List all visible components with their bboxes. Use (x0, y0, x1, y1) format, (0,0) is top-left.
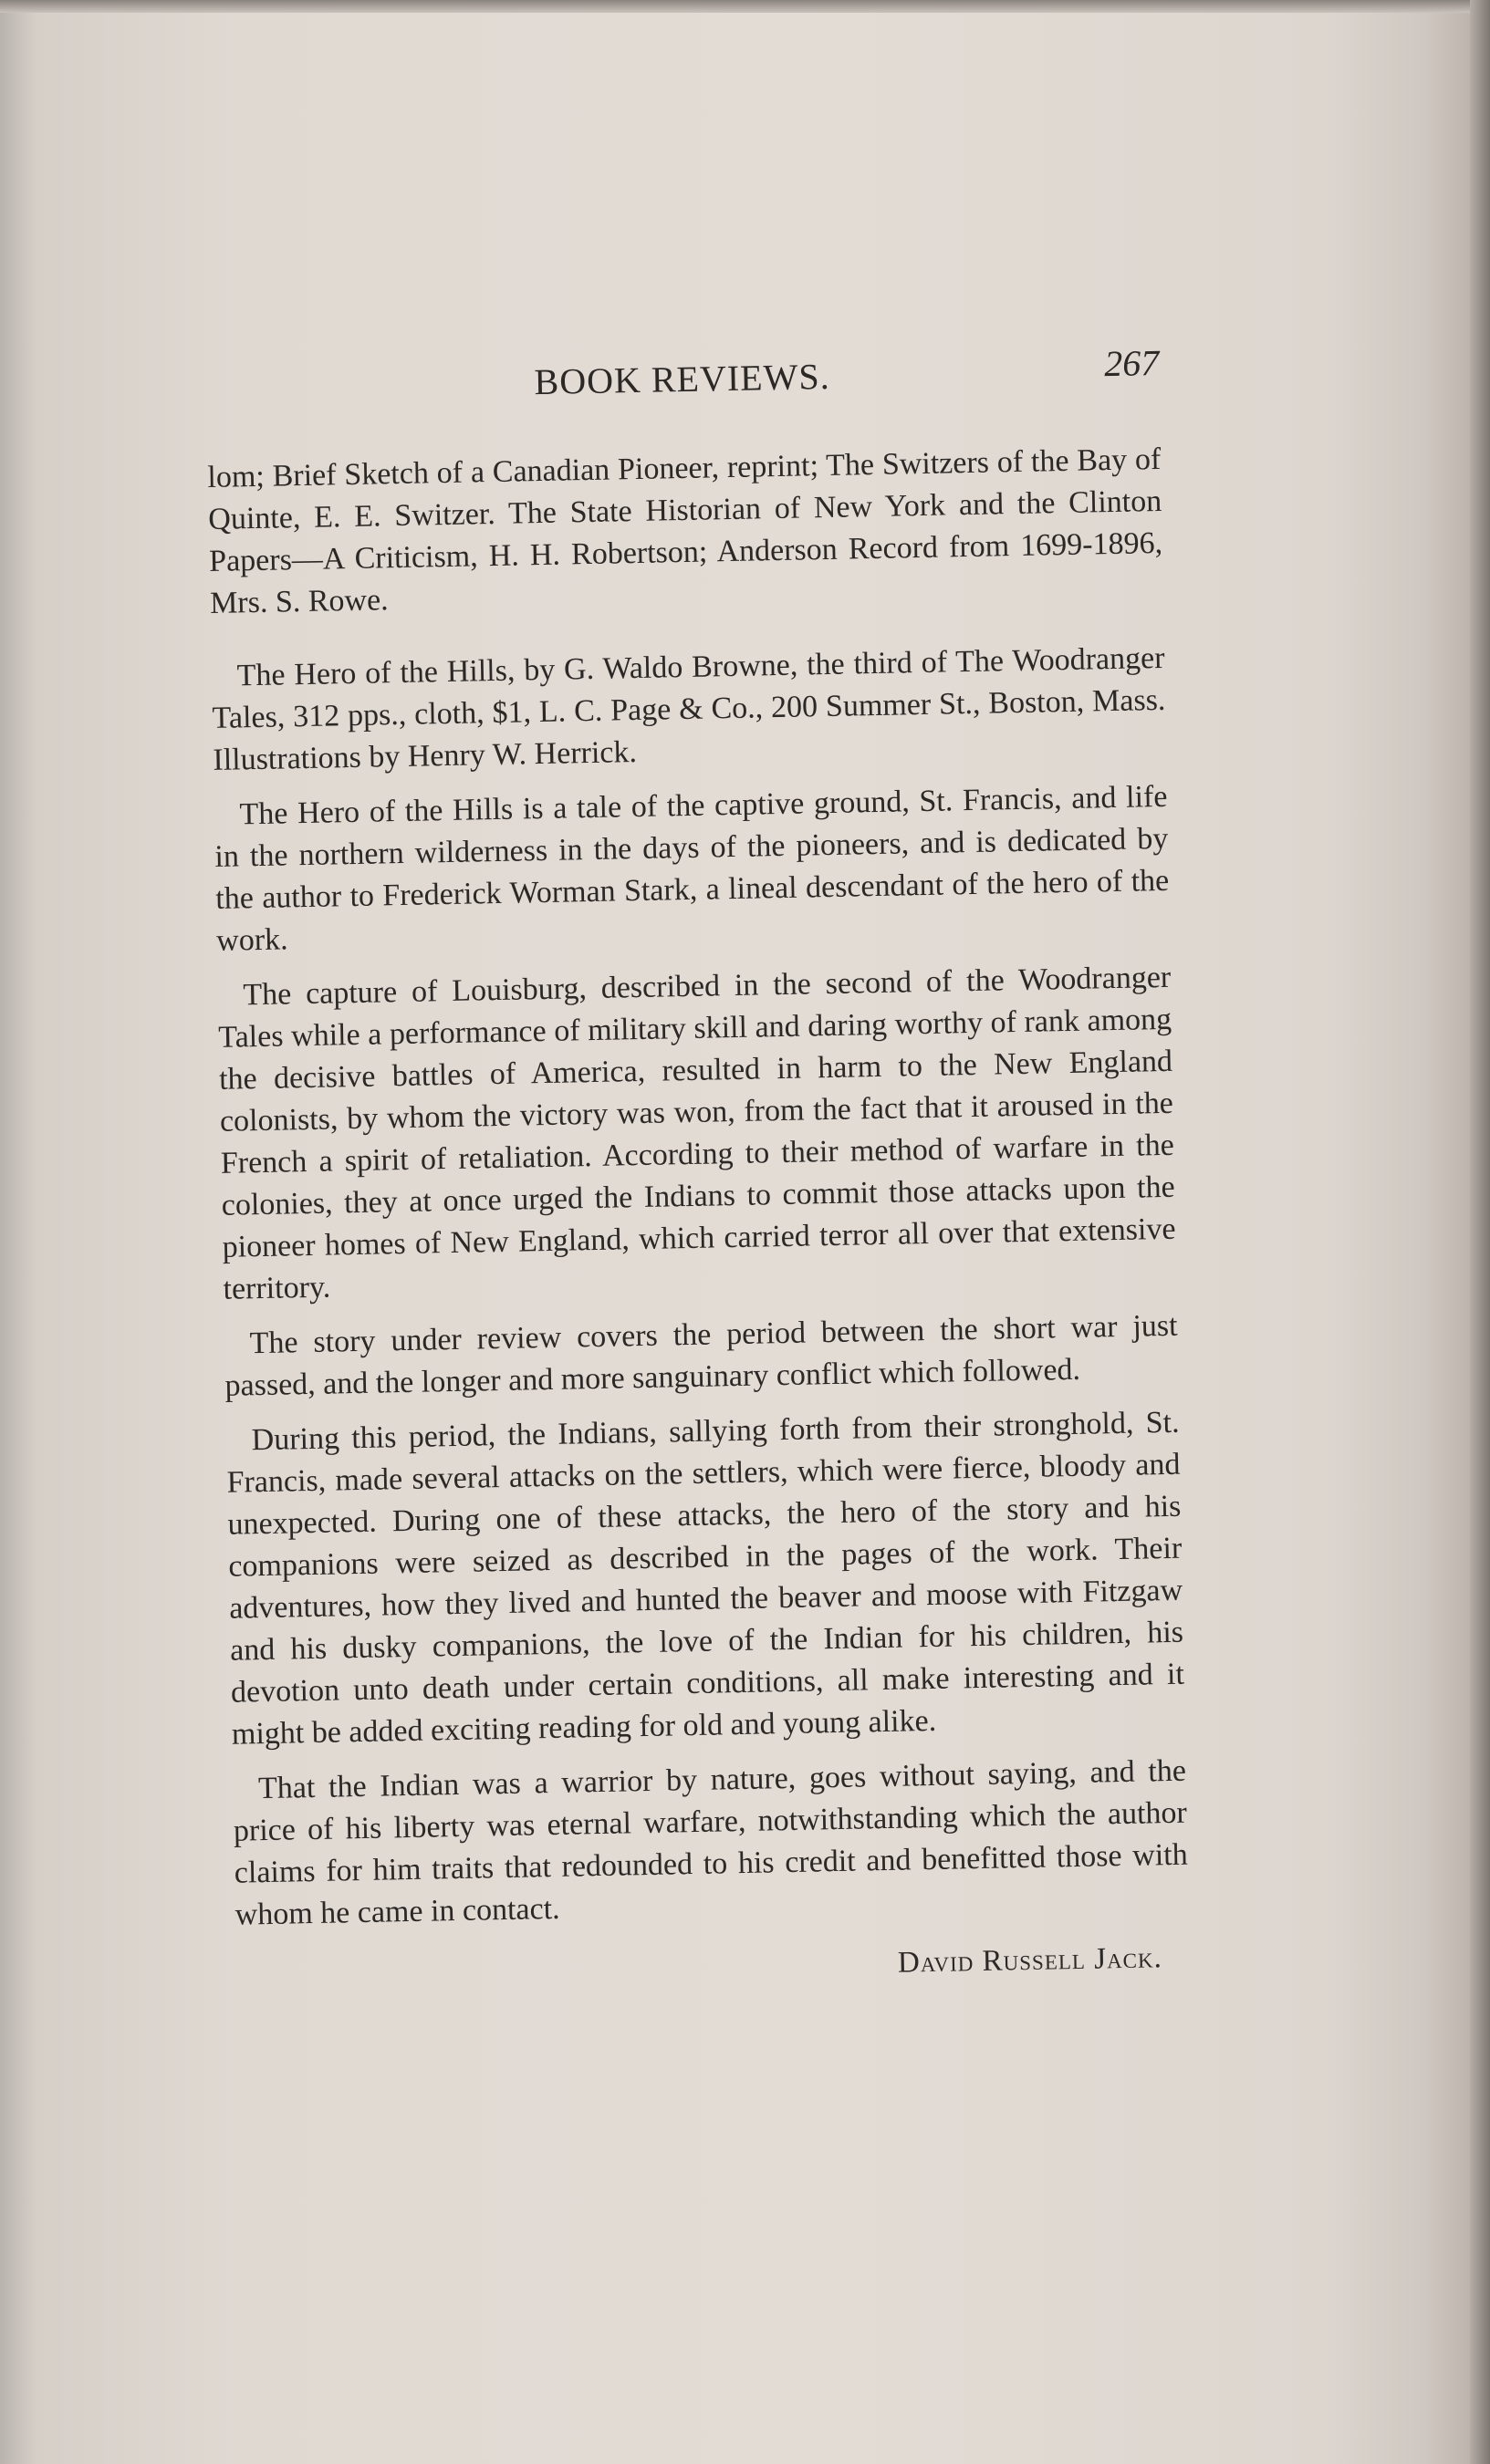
paragraph-summary: The Hero of the Hills is a tale of the captive ground, St. Francis, and life in the northern wilderness in the days of the pioneers, and is dedicated by the author to Frederick Worman Stark, a lineal descendant of the hero of the work. (214, 779, 1170, 958)
paragraph-story-period: The story under review covers the period between the short war just passed, and the longer and more sanguinary conflict which followed. (224, 1308, 1178, 1403)
header-title: BOOK REVIEWS. (534, 355, 830, 403)
running-header (205, 342, 1160, 424)
paragraph-book-citation: The Hero of the Hills, by G. Waldo Browne, the third of The Woodranger Tales, 312 pps., cloth, $1, L. C. Page & Co., 200 Summer St., Boston, Mass. Illustrations by Henry W. Herrick. (212, 640, 1166, 777)
reviewer-signature: David Russell Jack. (897, 1941, 1163, 1980)
paragraph-indian-warrior: That the Indian was a warrior by nature, goes without saying, and the price of his liberty was eternal warfare, notwithstanding which the author claims for him traits that redounded to his credit and benefitted those with whom he came in contact. (233, 1753, 1189, 1932)
page-number: 267 (1103, 341, 1160, 385)
paragraph-continuation: lom; Brief Sketch of a Canadian Pioneer, reprint; The Switzers of the Bay of Quinte, E. E. Switzer. The State Historian of New York and the Clinton Papers—A Criticism, H. H. Robertson; Anderson Record from 1699-1896, Mrs. S. Rowe. (207, 442, 1163, 620)
page-text-block (205, 342, 1190, 1997)
page-top-shadow (0, 0, 1490, 13)
paragraph-attacks: During this period, the Indians, sallying forth from their stronghold, St. Francis, made several attacks on the settlers, which were fierce, bloody and unexpected. During one of these attacks, the hero of the story and his companions were seized as described in the pages of the work. Their adventures, how they lived and hunted the beaver and moose with Fitzgaw and his dusky companions, the love of the Indian for his children, his devotion unto death under certain conditions, all make interesting and it might be added exciting reading for old and young alike. (226, 1405, 1185, 1752)
paragraph-louisburg: The capture of Louisburg, described in the second of the Woodranger Tales while a performance of military skill and daring worthy of rank among the decisive battles of America, resulted in harm to the New England colonists, by whom the victory was won, from the fact that it aroused in the French a spirit of retaliation. According to their method of warfare in the colonies, they at once urged the Indians to commit those attacks upon the pioneer homes of New England, which carried terror all over that extensive territory. (217, 960, 1176, 1306)
page-right-shadow (1470, 0, 1490, 2464)
